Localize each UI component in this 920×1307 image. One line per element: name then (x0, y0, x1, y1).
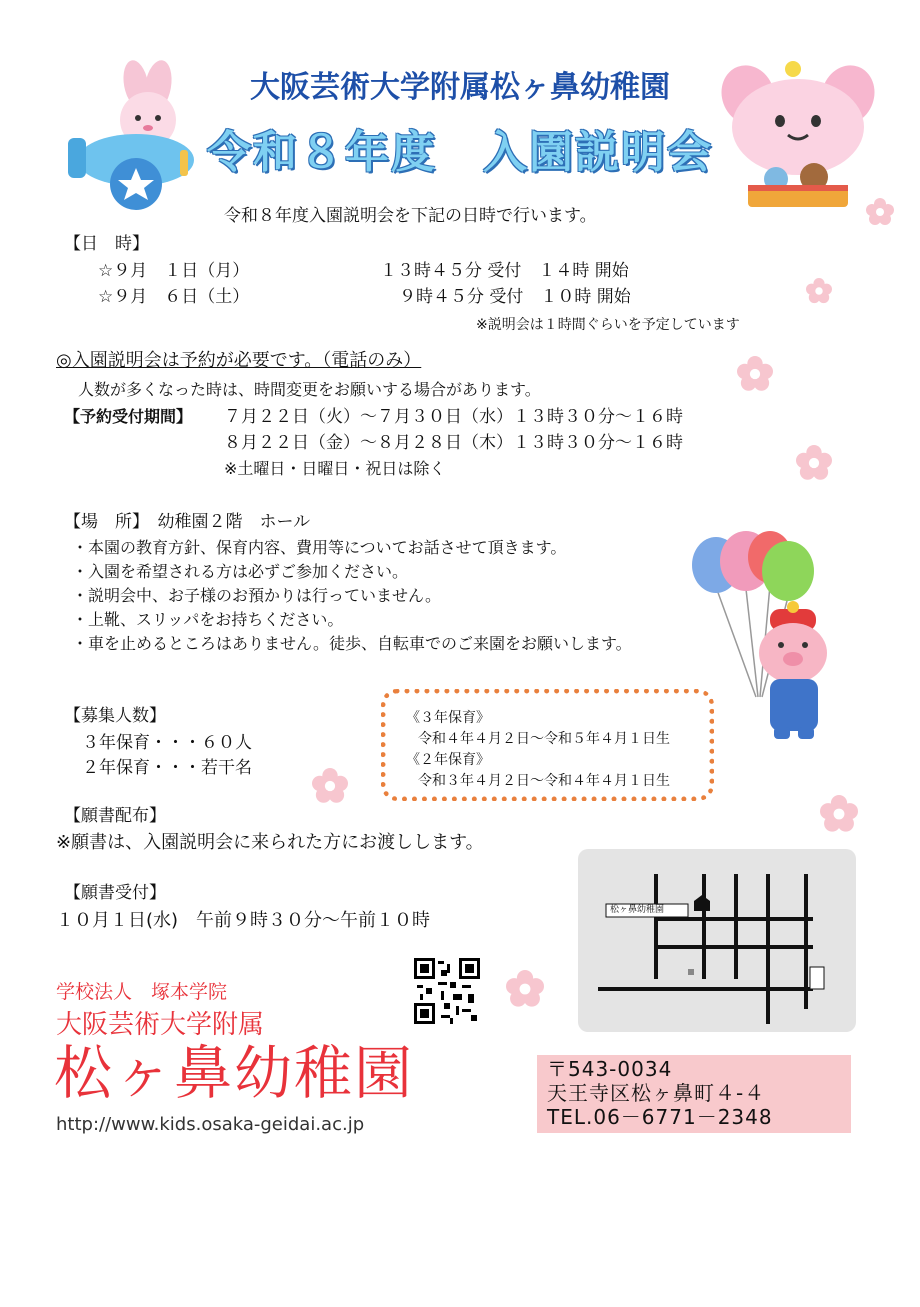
flower-decoration (806, 278, 832, 304)
reservation-period-label: 【予約受付期間】 (64, 407, 193, 426)
street-address: 天王寺区松ヶ鼻町４-４ (547, 1081, 766, 1105)
datetime-date-2: ☆９月 ６日（土） (98, 287, 250, 307)
affiliation-name: 大阪芸術大学附属 (56, 1010, 265, 1040)
venue-bullet: ・車を止めるところはありません。徒歩、自転車でのご来園をお願いします。 (72, 634, 632, 653)
venue-bullet: ・本園の教育方針、保育内容、費用等についてお話させて頂きます。 (72, 538, 567, 557)
reservation-period-2: ８月２２日（金）～８月２８日（木）１３時３０分～１６時 (224, 433, 683, 453)
eligibility-2year-label: 《２年保育》 (406, 752, 490, 768)
datetime-date-1: ☆９月 １日（月） (98, 261, 250, 281)
eligibility-2year-range: 令和３年４月２日～令和４年４月１日生 (418, 773, 670, 789)
reception-text: １０月１日(水) 午前９時３０分～午前１０時 (56, 910, 431, 931)
venue-bullet: ・入園を希望される方は必ずご参加ください。 (72, 562, 409, 581)
qr-code-image (414, 958, 480, 1024)
location-map (578, 849, 856, 1032)
website-url[interactable]: http://www.kids.osaka-geidai.ac.jp (56, 1114, 365, 1135)
venue-bullet: ・上靴、スリッパをお持ちください。 (72, 610, 344, 629)
venue-heading: 【場 所】 幼稚園２階 ホール (64, 512, 311, 532)
recruitment-row-3year: ３年保育・・・６０人 (82, 733, 252, 753)
school-name-header: 大阪芸術大学附属松ヶ鼻幼稚園 (250, 70, 670, 105)
datetime-time-2: ９時４５分 受付 １０時 開始 (399, 287, 631, 307)
address-box (537, 1055, 851, 1133)
flower-decoration (796, 445, 832, 481)
venue-bullet-list (72, 536, 632, 656)
distribution-heading: 【願書配布】 (64, 806, 166, 826)
corp-name: 学校法人 塚本学院 (56, 981, 228, 1003)
datetime-note: ※説明会は１時間ぐらいを予定しています (476, 317, 740, 333)
reservation-period-1: ７月２２日（火）～７月３０日（水）１３時３０分～１６時 (224, 407, 683, 427)
flower-decoration (312, 768, 348, 804)
phone-number[interactable]: TEL.06－6771－2348 (547, 1105, 773, 1129)
postal-code: 〒543-0034 (547, 1057, 673, 1081)
event-title: 令和８年度 入園説明会 (207, 127, 713, 178)
map-school-label: 松ヶ鼻幼稚園 (610, 905, 665, 915)
kindergarten-name: 松ヶ鼻幼稚園 (54, 1039, 415, 1107)
flower-decoration (820, 795, 858, 833)
reception-heading: 【願書受付】 (64, 883, 166, 903)
flower-decoration (737, 356, 773, 392)
reservation-notice: ◎入園説明会は予約が必要です。（電話のみ） (56, 350, 422, 371)
intro-text: 令和８年度入園説明会を下記の日時で行います。 (224, 206, 597, 226)
eligibility-3year-label: 《３年保育》 (406, 710, 490, 726)
datetime-heading: 【日 時】 (64, 234, 149, 254)
flower-decoration (506, 970, 544, 1008)
recruitment-row-2year: ２年保育・・・若干名 (82, 758, 252, 778)
eligibility-3year-range: 令和４年４月２日～令和５年４月１日生 (418, 731, 670, 747)
reservation-exclusion: ※土曜日・日曜日・祝日は除く (224, 459, 446, 478)
recruitment-heading: 【募集人数】 (64, 706, 166, 726)
venue-bullet: ・説明会中、お子様のお預かりは行っていません。 (72, 586, 441, 605)
datetime-time-1: １３時４５分 受付 １４時 開始 (380, 261, 629, 281)
flower-decoration (866, 198, 894, 226)
eligibility-box (381, 689, 714, 801)
distribution-text: ※願書は、入園説明会に来られた方にお渡しします。 (56, 832, 484, 853)
reservation-subnote: 人数が多くなった時は、時間変更をお願いする場合があります。 (78, 380, 541, 399)
